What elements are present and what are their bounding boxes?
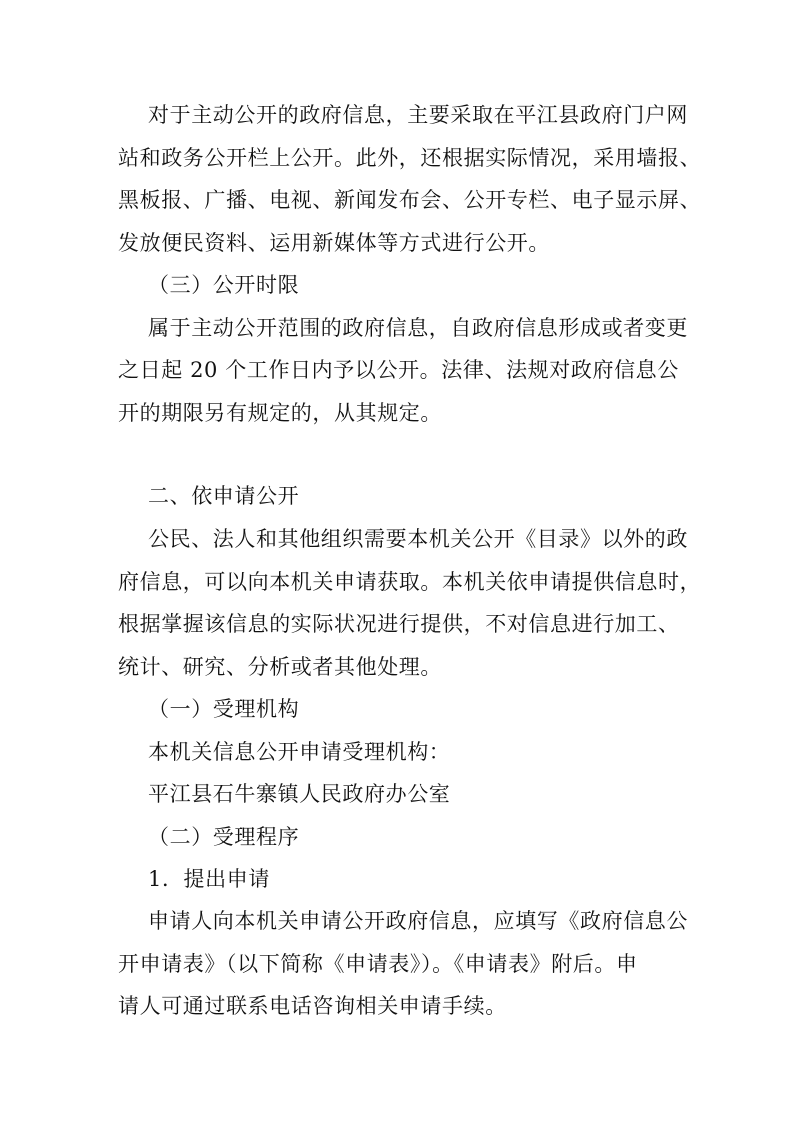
text-line: 统计、研究、分析或者其他处理。 — [118, 655, 442, 679]
text-line: 本机关信息公开申请受理机构： — [148, 740, 451, 764]
text-line: 之日起 20 个工作日内予以公开。法律、法规对政府信息公 — [118, 358, 679, 382]
text-line: 发放便民资料、运用新媒体等方式进行公开。 — [118, 231, 550, 255]
text-line: 公民、法人和其他组织需要本机关公开《目录》以外的政 — [148, 527, 688, 551]
text-line: 属于主动公开范围的政府信息，自政府信息形成或者变更 — [148, 316, 688, 340]
section-heading: 1．提出申请 — [148, 867, 270, 891]
text-line: 申请人向本机关申请公开政府信息，应填写《政府信息公 — [148, 909, 688, 933]
section-heading: 二、依申请公开 — [148, 484, 300, 508]
text-line: 根据掌握该信息的实际状况进行提供，不对信息进行加工、 — [118, 612, 680, 636]
text-line: 请人可通过联系电话咨询相关申请手续。 — [118, 994, 507, 1018]
text-line: 开的期限另有规定的，从其规定。 — [118, 401, 442, 425]
text-line: 开申请表》（以下简称《申请表》）。《申请表》附后。申 — [118, 952, 638, 976]
text-line: 府信息，可以向本机关申请获取。本机关依申请提供信息时， — [118, 570, 702, 594]
section-heading: （三）公开时限 — [148, 273, 300, 297]
text-line: 平江县石牛寨镇人民政府办公室 — [148, 782, 451, 806]
text-line: 站和政务公开栏上公开。此外，还根据实际情况，采用墙报、 — [118, 146, 702, 170]
text-line: 黑板报、广播、电视、新闻发布会、公开专栏、电子显示屏、 — [118, 188, 702, 212]
text-line: 对于主动公开的政府信息，主要采取在平江县政府门户网 — [148, 103, 688, 127]
section-heading: （一）受理机构 — [148, 697, 300, 721]
section-heading: （二）受理程序 — [148, 825, 300, 849]
